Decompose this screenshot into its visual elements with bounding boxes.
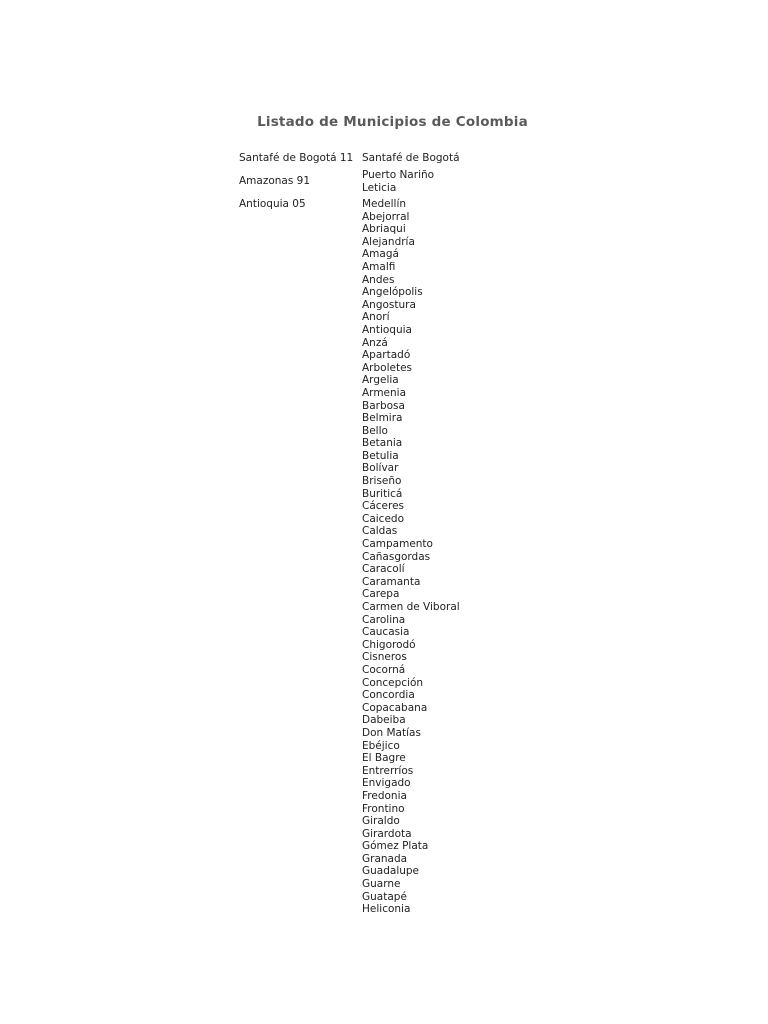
municipality-list xyxy=(362,169,434,194)
municipality-item: Gómez Plata xyxy=(362,840,429,853)
municipality-item: Barbosa xyxy=(362,399,405,412)
municipality-item: Girardota xyxy=(362,827,412,840)
municipality-item: Andes xyxy=(362,273,395,286)
municipality-item: Alejandría xyxy=(362,235,415,248)
municipality-item: Caucasia xyxy=(362,626,410,639)
municipality-item: Betania xyxy=(362,437,403,450)
municipality-item: Abriaqui xyxy=(362,223,406,236)
municipality-item: Guatapé xyxy=(362,890,407,903)
municipality-item: Arboletes xyxy=(362,361,413,374)
municipality-item: Buriticá xyxy=(362,487,403,500)
municipality-item: Santafé de Bogotá xyxy=(362,152,460,164)
municipality-item: El Bagre xyxy=(362,752,406,765)
municipality-item: Caicedo xyxy=(362,512,405,525)
municipality-item: Bello xyxy=(362,424,388,437)
municipality-list xyxy=(362,152,460,165)
document-title: Listado de Municipios de Colombia xyxy=(257,114,528,130)
municipality-item: Guarne xyxy=(362,878,401,891)
municipality-item: Anzá xyxy=(362,336,388,349)
municipality-item: Entrerríos xyxy=(362,764,414,777)
municipality-item: Giraldo xyxy=(362,815,400,828)
municipality-item: Copacabana xyxy=(362,701,428,714)
municipality-item: Dabeiba xyxy=(362,714,406,727)
municipality-item: Cáceres xyxy=(362,500,405,513)
municipality-item: Carmen de Viboral xyxy=(362,601,460,613)
municipality-item: Campamento xyxy=(362,538,433,551)
municipality-item: Argelia xyxy=(362,374,399,387)
department-label: Amazonas 91 xyxy=(239,175,311,187)
municipality-item: Anorí xyxy=(362,311,390,324)
municipality-item: Carepa xyxy=(362,588,400,601)
municipality-item: Bolívar xyxy=(362,462,399,475)
municipality-item: Chigorodó xyxy=(362,638,416,651)
municipality-item: Briseño xyxy=(362,475,402,488)
municipality-item: Cañasgordas xyxy=(362,550,431,563)
municipality-item: Apartadó xyxy=(362,349,411,362)
municipality-item: Concepción xyxy=(362,676,424,689)
municipality-item: Guadalupe xyxy=(362,865,420,878)
municipality-item: Caracolí xyxy=(362,563,405,576)
municipality-item: Angostura xyxy=(362,298,416,311)
municipality-item: Granada xyxy=(362,852,408,865)
municipality-item: Caramanta xyxy=(362,575,421,588)
municipality-item: Cisneros xyxy=(362,651,407,664)
municipality-item: Belmira xyxy=(362,412,403,425)
municipality-item: Armenia xyxy=(362,386,407,399)
municipality-item: Angelópolis xyxy=(362,286,423,299)
municipality-list xyxy=(362,198,460,916)
municipality-item: Leticia xyxy=(362,181,397,194)
municipality-item: Fredonia xyxy=(362,789,407,802)
municipality-item: Amalfi xyxy=(362,260,396,273)
municipality-item: Envigado xyxy=(362,777,411,790)
municipality-item: Amagá xyxy=(362,248,399,261)
municipality-item: Heliconia xyxy=(362,903,411,916)
municipality-item: Don Matías xyxy=(362,726,421,739)
municipality-item: Medellín xyxy=(362,198,407,210)
municipality-item: Puerto Nariño xyxy=(362,169,435,181)
municipality-item: Carolina xyxy=(362,613,406,626)
municipality-item: Ebéjico xyxy=(362,739,400,752)
municipality-item: Betulia xyxy=(362,449,399,462)
municipality-item: Cocorná xyxy=(362,663,406,676)
department-label: Santafé de Bogotá 11 xyxy=(239,152,354,164)
municipality-item: Concordia xyxy=(362,689,415,702)
department-label: Antioquia 05 xyxy=(239,198,306,210)
municipality-item: Abejorral xyxy=(362,210,410,223)
municipality-item: Caldas xyxy=(362,525,398,538)
municipality-item: Frontino xyxy=(362,802,405,815)
municipality-item: Antioquia xyxy=(362,323,412,336)
